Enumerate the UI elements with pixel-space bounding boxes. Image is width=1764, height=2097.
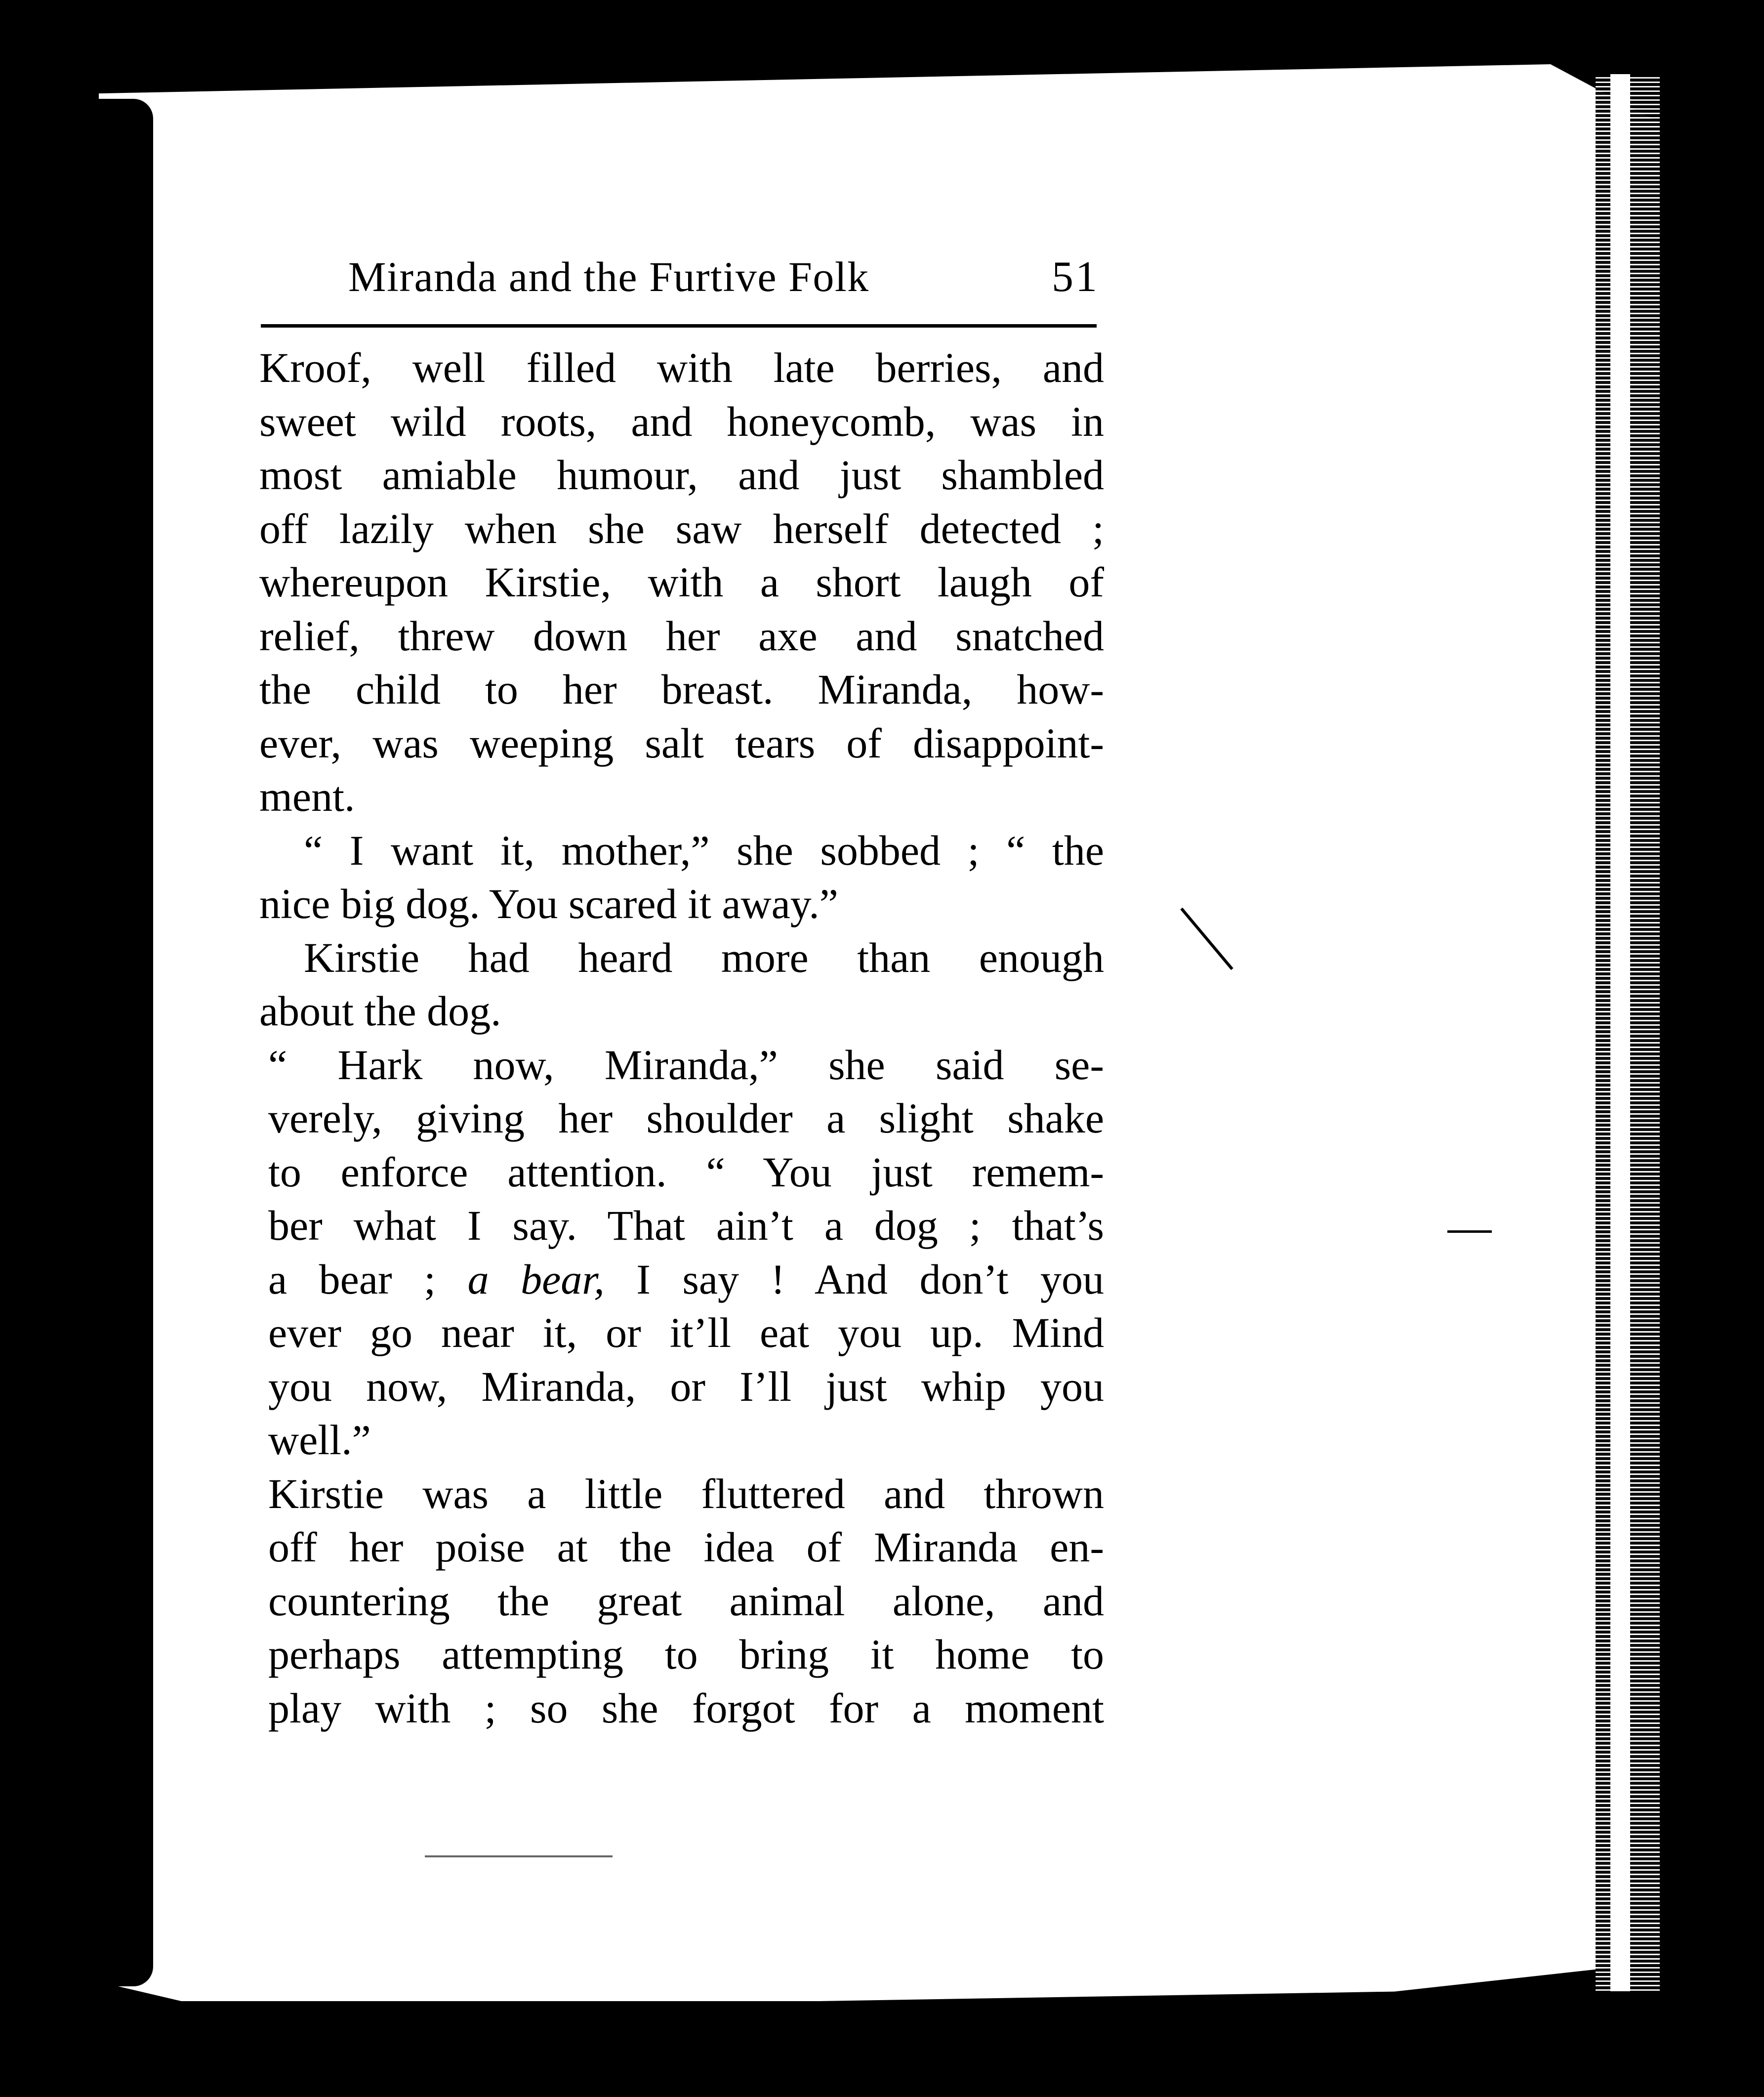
text-line: countering the great animal alone, and — [268, 1577, 1104, 1625]
running-header — [348, 252, 1099, 309]
text-line: ber what I say. That ain’t a dog ; that’s — [268, 1202, 1104, 1249]
text-line: Kirstie was a little fluttered and thrown — [268, 1469, 1104, 1517]
text-line: to enforce attention. “ You just remem- — [268, 1148, 1104, 1196]
text-line: ever, was weeping salt tears of disappoint- — [259, 719, 1104, 767]
body-text — [259, 341, 1104, 1735]
text-line: Kroof, well filled with late berries, and — [259, 344, 1104, 391]
text-line: perhaps attempting to bring it home to — [268, 1631, 1104, 1678]
text-line: nice big dog. You scared it away.” — [259, 880, 838, 927]
text-line-mixed — [259, 1253, 1104, 1306]
text-line: about the dog. — [259, 987, 501, 1035]
text-line: ever go near it, or it’ll eat you up. Mind — [268, 1309, 1104, 1356]
text-line: relief, threw down her axe and snatched — [259, 612, 1104, 660]
text-line: Kirstie had heard more than enough — [304, 933, 1104, 981]
text-line: “ I want it, mother,” she sobbed ; “ the — [304, 826, 1104, 874]
text-segment: I say ! And don’t you — [636, 1255, 1105, 1303]
text-line: ment. — [259, 773, 355, 820]
page-fore-edge-highlight — [1610, 74, 1630, 1991]
page-number: 51 — [1052, 253, 1099, 301]
text-line: whereupon Kirstie, with a short laugh of — [259, 558, 1104, 606]
text-line: well.” — [268, 1416, 371, 1464]
text-segment: a bear ; — [268, 1255, 436, 1303]
text-line: sweet wild roots, and honeycomb, was in — [259, 397, 1104, 445]
book-gutter-shadow — [94, 99, 153, 1986]
header-rule — [261, 324, 1097, 328]
scan-speck — [425, 1855, 613, 1857]
text-line: the child to her breast. Miranda, how- — [259, 666, 1104, 713]
text-line: off her poise at the idea of Miranda en- — [268, 1523, 1104, 1571]
text-line: most amiable humour, and just shambled — [259, 451, 1104, 499]
running-title: Miranda and the Furtive Folk — [348, 253, 869, 300]
text-line: play with ; so she forgot for a moment — [268, 1684, 1104, 1732]
text-line: verely, giving her shoulder a slight shake — [268, 1094, 1104, 1142]
text-line: you now, Miranda, or I’ll just whip you — [268, 1362, 1104, 1410]
text-line: “ Hark now, Miranda,” she said se- — [268, 1041, 1104, 1089]
scan-border-bottom — [0, 2001, 1764, 2097]
italic-phrase: a bear, — [467, 1255, 605, 1303]
scan-speck — [1447, 1230, 1492, 1233]
text-line: off lazily when she saw herself detected ; — [259, 504, 1104, 552]
